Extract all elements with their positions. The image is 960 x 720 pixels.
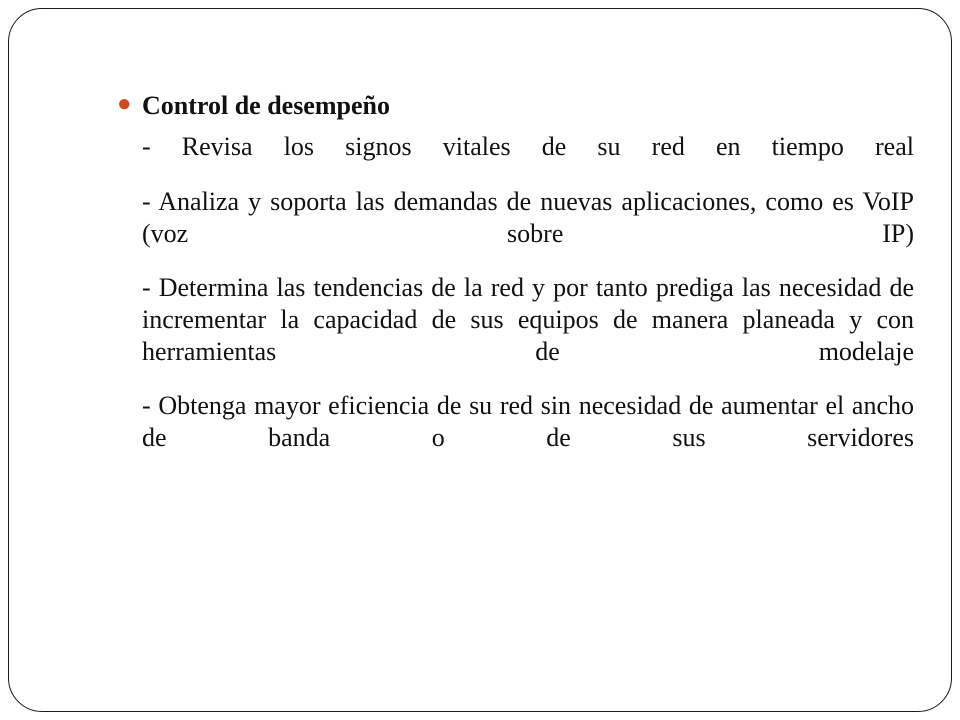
paragraph-new-applications: - Analiza y soporta las demandas de nuevas aplicaciones, como es VoIP (voz sobre IP) (142, 187, 914, 248)
slide-content (117, 87, 914, 476)
bullet-dot-icon: ● (117, 91, 132, 117)
paragraph-efficiency: - Obtenga mayor eficiencia de su red sin necesidad de aumentar el ancho de banda o de sus servidores (142, 391, 914, 452)
slide-heading: Control de desempeño (142, 91, 390, 120)
paragraph-network-trends: - Determina las tendencias de la red y por tanto prediga las necesidad de incrementar la capacidad de sus equipos de manera planeada y con herramientas de modelaje (142, 273, 914, 366)
bullet-heading-row (117, 87, 914, 127)
slide-frame (8, 8, 952, 712)
paragraph-vital-signs: - Revisa los signos vitales de su red en tiempo real (142, 132, 914, 161)
